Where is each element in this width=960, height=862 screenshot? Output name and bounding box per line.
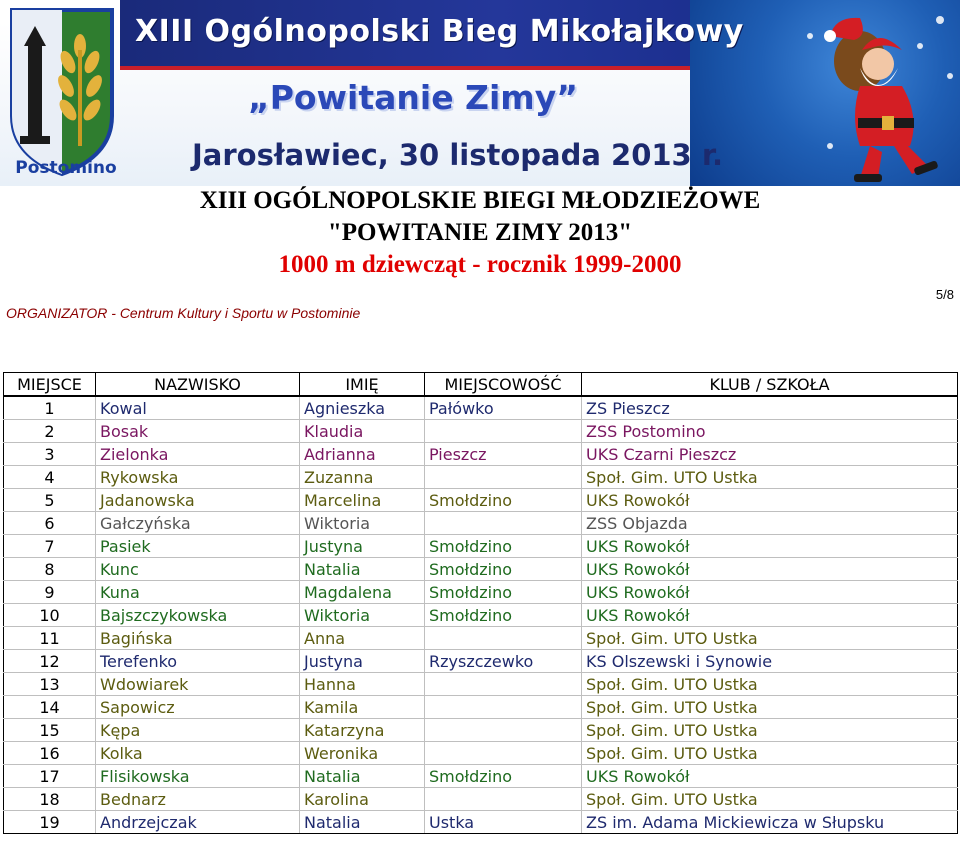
cell-club: UKS Rowokół — [582, 581, 958, 604]
table-row — [4, 604, 958, 627]
cell-surname: Bosak — [96, 420, 300, 443]
cell-town — [425, 788, 582, 811]
cell-place: 12 — [4, 650, 96, 673]
table-row — [4, 581, 958, 604]
organizer-line: ORGANIZATOR - Centrum Kultury i Sportu w Postominie — [6, 305, 361, 321]
cell-place: 4 — [4, 466, 96, 489]
cell-place: 11 — [4, 627, 96, 650]
cell-surname: Andrzejczak — [96, 811, 300, 834]
header-name: IMIĘ — [300, 373, 425, 397]
cell-place: 8 — [4, 558, 96, 581]
table-row — [4, 673, 958, 696]
cell-surname: Kolka — [96, 742, 300, 765]
cell-first-name: Hanna — [300, 673, 425, 696]
cell-club: Społ. Gim. UTO Ustka — [582, 466, 958, 489]
table-row — [4, 627, 958, 650]
event-banner — [0, 0, 960, 186]
cell-club: UKS Rowokół — [582, 604, 958, 627]
cell-first-name: Kamila — [300, 696, 425, 719]
cell-surname: Kępa — [96, 719, 300, 742]
cell-place: 10 — [4, 604, 96, 627]
table-row — [4, 811, 958, 834]
table-row — [4, 742, 958, 765]
cell-surname: Wdowiarek — [96, 673, 300, 696]
cell-town: Rzyszczewko — [425, 650, 582, 673]
table-row — [4, 788, 958, 811]
heading-category: 1000 m dziewcząt - rocznik 1999-2000 — [278, 251, 682, 278]
postomino-crest-icon — [6, 6, 118, 182]
table-row — [4, 558, 958, 581]
cell-town: Pieszcz — [425, 443, 582, 466]
cell-surname: Pasiek — [96, 535, 300, 558]
cell-town — [425, 420, 582, 443]
cell-club: ZSS Objazda — [582, 512, 958, 535]
cell-town: Smołdzino — [425, 604, 582, 627]
cell-first-name: Zuzanna — [300, 466, 425, 489]
cell-club: ZS Pieszcz — [582, 396, 958, 420]
cell-club: Społ. Gim. UTO Ustka — [582, 788, 958, 811]
cell-town: Ustka — [425, 811, 582, 834]
cell-first-name: Anna — [300, 627, 425, 650]
cell-town: Pałówko — [425, 396, 582, 420]
cell-club: Społ. Gim. UTO Ustka — [582, 742, 958, 765]
cell-club: Społ. Gim. UTO Ustka — [582, 673, 958, 696]
cell-surname: Terefenko — [96, 650, 300, 673]
crest-label: Postomino — [15, 158, 117, 178]
cell-place: 7 — [4, 535, 96, 558]
cell-first-name: Natalia — [300, 811, 425, 834]
cell-place: 18 — [4, 788, 96, 811]
cell-place: 3 — [4, 443, 96, 466]
table-row — [4, 420, 958, 443]
cell-first-name: Klaudia — [300, 420, 425, 443]
cell-place: 17 — [4, 765, 96, 788]
cell-place: 6 — [4, 512, 96, 535]
cell-first-name: Wiktoria — [300, 604, 425, 627]
table-row — [4, 443, 958, 466]
cell-surname: Rykowska — [96, 466, 300, 489]
results-table — [3, 372, 958, 834]
cell-town — [425, 466, 582, 489]
cell-surname: Jadanowska — [96, 489, 300, 512]
table-header-row — [4, 373, 958, 397]
cell-town: Smołdzino — [425, 535, 582, 558]
cell-surname: Kunc — [96, 558, 300, 581]
cell-place: 13 — [4, 673, 96, 696]
cell-club: UKS Czarni Pieszcz — [582, 443, 958, 466]
cell-club: UKS Rowokół — [582, 765, 958, 788]
cell-town: Smołdzino — [425, 558, 582, 581]
cell-club: KS Olszewski i Synowie — [582, 650, 958, 673]
table-row — [4, 650, 958, 673]
cell-surname: Bajszczykowska — [96, 604, 300, 627]
cell-place: 19 — [4, 811, 96, 834]
cell-surname: Kowal — [96, 396, 300, 420]
cell-place: 1 — [4, 396, 96, 420]
cell-place: 14 — [4, 696, 96, 719]
table-row — [4, 396, 958, 420]
cell-town: Smołdzino — [425, 489, 582, 512]
banner-title: XIII Ogólnopolski Bieg Mikołajkowy — [135, 14, 744, 49]
table-row — [4, 765, 958, 788]
header-place: MIEJSCE — [4, 373, 96, 397]
cell-place: 16 — [4, 742, 96, 765]
cell-town — [425, 696, 582, 719]
table-row — [4, 512, 958, 535]
cell-place: 2 — [4, 420, 96, 443]
cell-place: 15 — [4, 719, 96, 742]
santa-claus-icon — [790, 6, 960, 184]
table-row — [4, 489, 958, 512]
cell-town — [425, 627, 582, 650]
cell-first-name: Wiktoria — [300, 512, 425, 535]
cell-surname: Kuna — [96, 581, 300, 604]
cell-place: 9 — [4, 581, 96, 604]
cell-club: ZSS Postomino — [582, 420, 958, 443]
cell-first-name: Karolina — [300, 788, 425, 811]
cell-surname: Zielonka — [96, 443, 300, 466]
cell-surname: Bagińska — [96, 627, 300, 650]
cell-surname: Gałczyńska — [96, 512, 300, 535]
cell-first-name: Katarzyna — [300, 719, 425, 742]
banner-subtitle: „Powitanie Zimy” — [248, 78, 578, 117]
table-row — [4, 696, 958, 719]
table-row — [4, 535, 958, 558]
cell-club: Społ. Gim. UTO Ustka — [582, 719, 958, 742]
cell-first-name: Natalia — [300, 765, 425, 788]
cell-club: UKS Rowokół — [582, 535, 958, 558]
page-number: 5/8 — [935, 287, 954, 302]
header-town: MIEJSCOWOŚĆ — [425, 373, 582, 397]
cell-club: UKS Rowokół — [582, 489, 958, 512]
table-row — [4, 466, 958, 489]
header-surname: NAZWISKO — [96, 373, 300, 397]
header-club: KLUB / SZKOŁA — [582, 373, 958, 397]
cell-first-name: Weronika — [300, 742, 425, 765]
cell-town: Smołdzino — [425, 765, 582, 788]
cell-town: Smołdzino — [425, 581, 582, 604]
cell-club: ZS im. Adama Mickiewicza w Słupsku — [582, 811, 958, 834]
cell-town — [425, 719, 582, 742]
cell-surname: Sapowicz — [96, 696, 300, 719]
table-row — [4, 719, 958, 742]
cell-town — [425, 512, 582, 535]
cell-first-name: Natalia — [300, 558, 425, 581]
cell-first-name: Adrianna — [300, 443, 425, 466]
cell-first-name: Agnieszka — [300, 396, 425, 420]
cell-surname: Flisikowska — [96, 765, 300, 788]
cell-first-name: Justyna — [300, 650, 425, 673]
cell-club: UKS Rowokół — [582, 558, 958, 581]
banner-date: Jarosławiec, 30 listopada 2013 r. — [192, 138, 724, 172]
cell-first-name: Magdalena — [300, 581, 425, 604]
cell-town — [425, 673, 582, 696]
heading-line-1: XIII OGÓLNOPOLSKIE BIEGI MŁODZIEŻOWE — [199, 187, 761, 214]
cell-club: Społ. Gim. UTO Ustka — [582, 696, 958, 719]
cell-club: Społ. Gim. UTO Ustka — [582, 627, 958, 650]
cell-town — [425, 742, 582, 765]
heading-line-2: "POWITANIE ZIMY 2013" — [327, 219, 633, 246]
cell-first-name: Marcelina — [300, 489, 425, 512]
cell-surname: Bednarz — [96, 788, 300, 811]
banner-red-stripe — [120, 66, 700, 70]
cell-place: 5 — [4, 489, 96, 512]
cell-first-name: Justyna — [300, 535, 425, 558]
